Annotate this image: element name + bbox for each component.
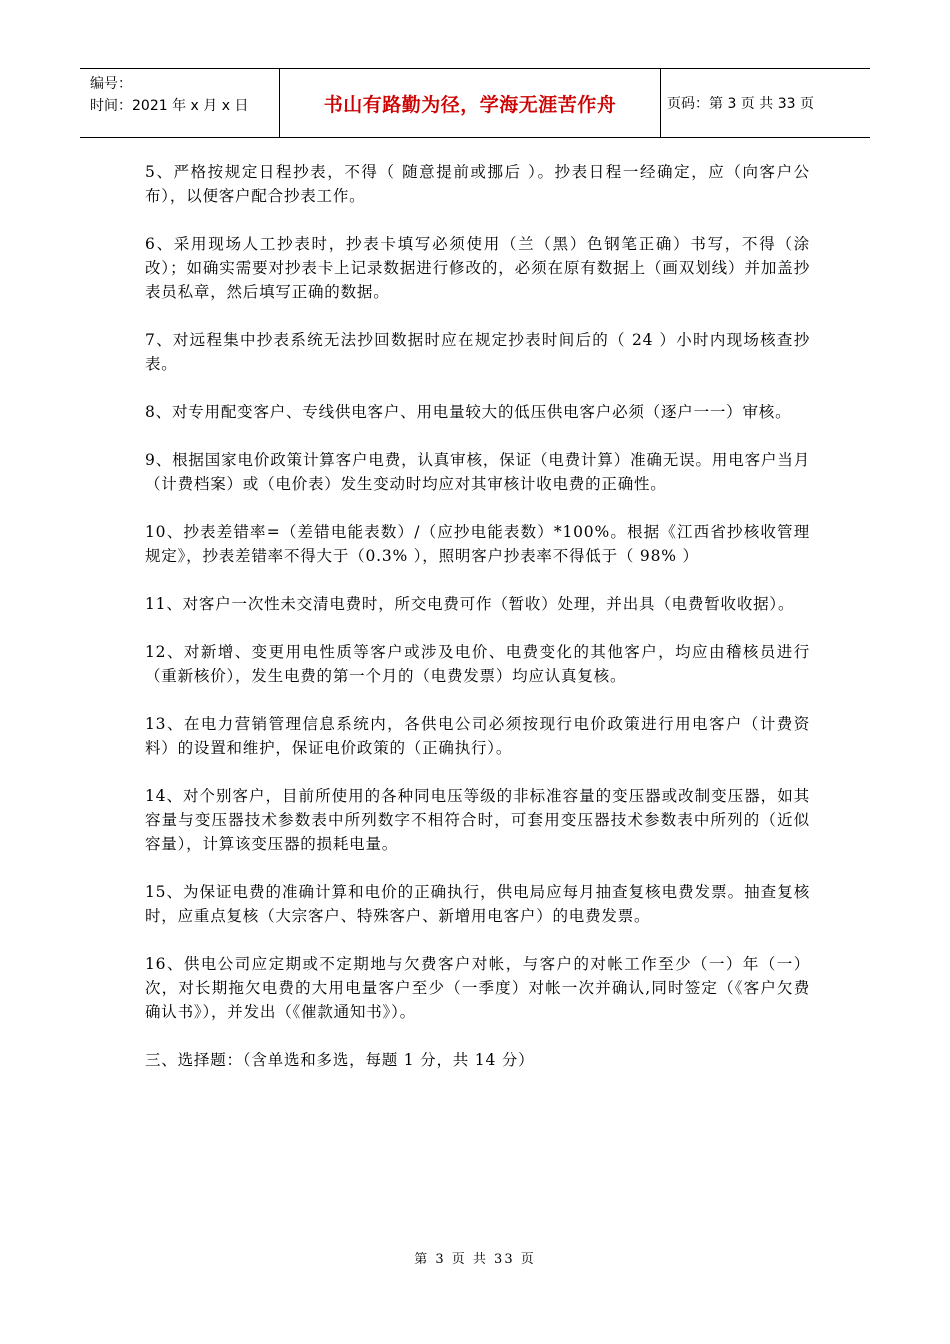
page-footer: 第 3 页 共 33 页 [414, 1252, 536, 1267]
paragraph-8: 8、对专用配变客户、专线供电客户、用电量较大的低压供电客户必须（逐户一一）审核。 [145, 403, 792, 421]
document-time-label: 时间：2021 年 x 月 x 日 [90, 98, 249, 114]
paragraph-11: 11、对客户一次性未交清电费时，所交电费可作（暂收）处理，并出具（电费暂收收据）。 [145, 595, 795, 613]
paragraph-7: 7、对远程集中抄表系统无法抄回数据时应在规定抄表时间后的（ 24 ）小时内现场核查抄表。 [145, 331, 810, 373]
section-heading: 三、选择题：（含单选和多选，每题 1 分，共 14 分） [145, 1051, 535, 1069]
header-meta [80, 69, 280, 137]
paragraph-10: 10、抄表差错率=（差错电能表数）/（应抄电能表数）*100%。根据《江西省抄核收管理规定》，抄表差错率不得大于（0.3% ），照明客户抄表率不得低于（ 98% ） [145, 523, 810, 565]
paragraph-15: 15、为保证电费的准确计算和电价的正确执行，供电局应每月抽查复核电费发票。抽查复核时，应重点复核（大宗客户、特殊客户、新增用电客户）的电费发票。 [145, 883, 810, 925]
header-page-label: 页码：第 3 页 共 33 页 [667, 96, 814, 112]
paragraph-9: 9、根据国家电价政策计算客户电费，认真审核，保证（电费计算）准确无误。用电客户当月（计费档案）或（电价表）发生变动时均应对其审核计收电费的正确性。 [145, 451, 810, 493]
paragraph-14: 14、对个别客户，目前所使用的各种同电压等级的非标准容量的变压器或改制变压器，如其容量与变压器技术参数表中所列数字不相符合时，可套用变压器技术参数表中所列的（近似容量），计算该变压器的损耗电量。 [145, 787, 810, 853]
page-header [80, 68, 870, 138]
paragraph-16: 16、供电公司应定期或不定期地与欠费客户对帐，与客户的对帐工作至少（一）年（一）次，对长期拖欠电费的大用电量客户至少（一季度）对帐一次并确认,同时签定（《客户欠费确认书》），并发出（《催款通知书》）。 [145, 955, 810, 1021]
paragraph-6: 6、采用现场人工抄表时，抄表卡填写必须使用（兰（黑）色钢笔正确）书写，不得（涂改）；如确实需要对抄表卡上记录数据进行修改的，必须在原有数据上（画双划线）并加盖抄表员私章，然后填写正确的数据。 [145, 235, 810, 301]
header-motto: 书山有路勤为径，学海无涯苦作舟 [280, 69, 661, 137]
paragraph-5: 5、严格按规定日程抄表，不得（ 随意提前或挪后 ）。抄表日程一经确定，应（向客户公布），以便客户配合抄表工作。 [145, 163, 810, 205]
paragraph-13: 13、在电力营销管理信息系统内，各供电公司必须按现行电价政策进行用电客户（计费资料）的设置和维护，保证电价政策的（正确执行）。 [145, 715, 810, 757]
document-body [145, 160, 810, 1096]
document-number-label: 编号： [90, 76, 132, 92]
paragraph-12: 12、对新增、变更用电性质等客户或涉及电价、电费变化的其他客户，均应由稽核员进行（重新核价），发生电费的第一个月的（电费发票）均应认真复核。 [145, 643, 810, 685]
